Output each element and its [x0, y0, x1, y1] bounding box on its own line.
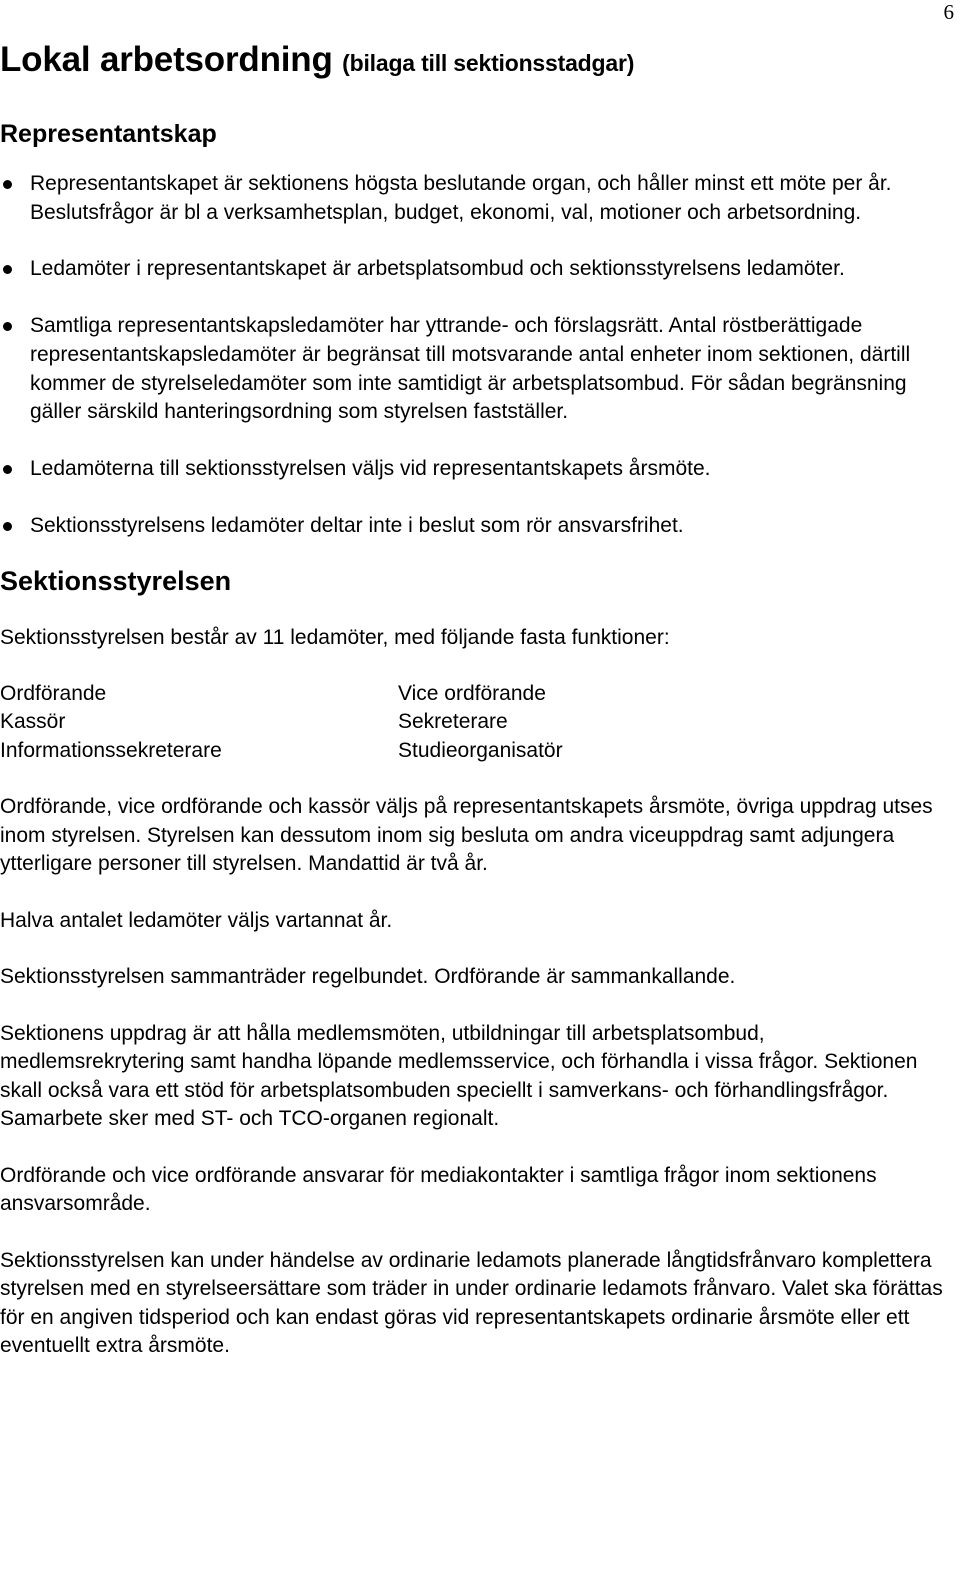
heading-sektionsstyrelsen: Sektionsstyrelsen [0, 566, 232, 597]
bullet-icon [3, 322, 12, 331]
paragraph-substitute: Sektionsstyrelsen kan under händelse av ordinarie ledamots planerade långtidsfrånvaro komplettera styrelsen med en styrelseersättare som träder in under ordinarie ledamots frånvaro. Valet ska förättas för en angiven tidsperiod och kan endast göras vid representantskapets ordinarie årsmöte eller ett eventuellt extra årsmöte. [0, 1248, 943, 1358]
list-item-text: Samtliga representantskapsledamöter har yttrande- och förslagsrätt. Antal röstberättigade representantskapsledamöter är begränsat till motsvarande antal enheter inom sektionen, därtill kommer de styrelseledamöter som inte samtidigt är arbetsplatsombud. För sådan begränsning gäller särskild hanteringsordning som styrelsen fastställer. [30, 314, 911, 424]
role-item: Informationssekreterare [0, 738, 222, 762]
document-title [0, 32, 950, 91]
list-item [0, 170, 950, 227]
role-item: Sekreterare [398, 710, 508, 734]
representantskap-bullet-list [0, 170, 950, 540]
paragraph-election: Ordförande, vice ordförande och kassör väljs på representantskapets årsmöte, övriga uppdrag utses inom styrelsen. Styrelsen kan dessutom inom sig besluta om andra viceuppdrag samt adjungera ytterligare personer till styrelsen. Mandattid är två år. [0, 795, 933, 876]
list-item-text: Ledamöterna till sektionsstyrelsen väljs vid representantskapets årsmöte. [30, 456, 711, 480]
document-body [0, 32, 950, 1361]
paragraph-mission: Sektionens uppdrag är att hålla medlemsmöten, utbildningar till arbetsplatsombud, medlemsrekrytering samt handha löpande medlemsservice, och förhandla i vissa frågor. Sektionen skall också vara ett stöd för arbetsplatsombuden speciellt i samverkans- och förhandlingsfrågor. Samarbete sker med ST- och TCO-organen regionalt. [0, 1021, 918, 1131]
bullet-icon [3, 522, 12, 531]
paragraph-meetings: Sektionsstyrelsen sammanträder regelbundet. Ordförande är sammankallande. [0, 965, 736, 989]
board-roles-list [0, 680, 950, 766]
board-intro-paragraph: Sektionsstyrelsen består av 11 ledamöter, med följande fasta funktioner: [0, 626, 670, 650]
list-item [0, 512, 950, 541]
paragraph-half-elected: Halva antalet ledamöter väljs vartannat år. [0, 908, 393, 932]
role-item: Ordförande [0, 681, 107, 705]
list-item [0, 455, 950, 484]
bullet-icon [3, 265, 12, 274]
list-item [0, 255, 950, 284]
bullet-icon [3, 180, 12, 189]
heading-representantskap: Representantskap [0, 120, 217, 148]
list-item-text: Sektionsstyrelsens ledamöter deltar inte i beslut som rör ansvarsfrihet. [30, 513, 684, 537]
list-item-text: Ledamöter i representantskapet är arbetsplatsombud och sektionsstyrelsens ledamöter. [30, 257, 845, 281]
role-item: Studieorganisatör [398, 738, 563, 762]
role-item: Kassör [0, 710, 66, 734]
list-item [0, 312, 950, 427]
document-subtitle: (bilaga till sektionsstadgar) [342, 50, 635, 76]
page-number: 6 [943, 0, 954, 24]
list-item-text: Representantskapet är sektionens högsta beslutande organ, och håller minst ett möte per år. Beslutsfrågor är bl a verksamhetsplan, budget, ekonomi, val, motioner och arbetsordning. [30, 172, 892, 224]
paragraph-media-contacts: Ordförande och vice ordförande ansvarar för mediakontakter i samtliga frågor inom sektionens ansvarsområde. [0, 1163, 877, 1216]
bullet-icon [3, 465, 12, 474]
document-title-main: Lokal arbetsordning [0, 40, 333, 79]
role-item: Vice ordförande [398, 681, 546, 705]
